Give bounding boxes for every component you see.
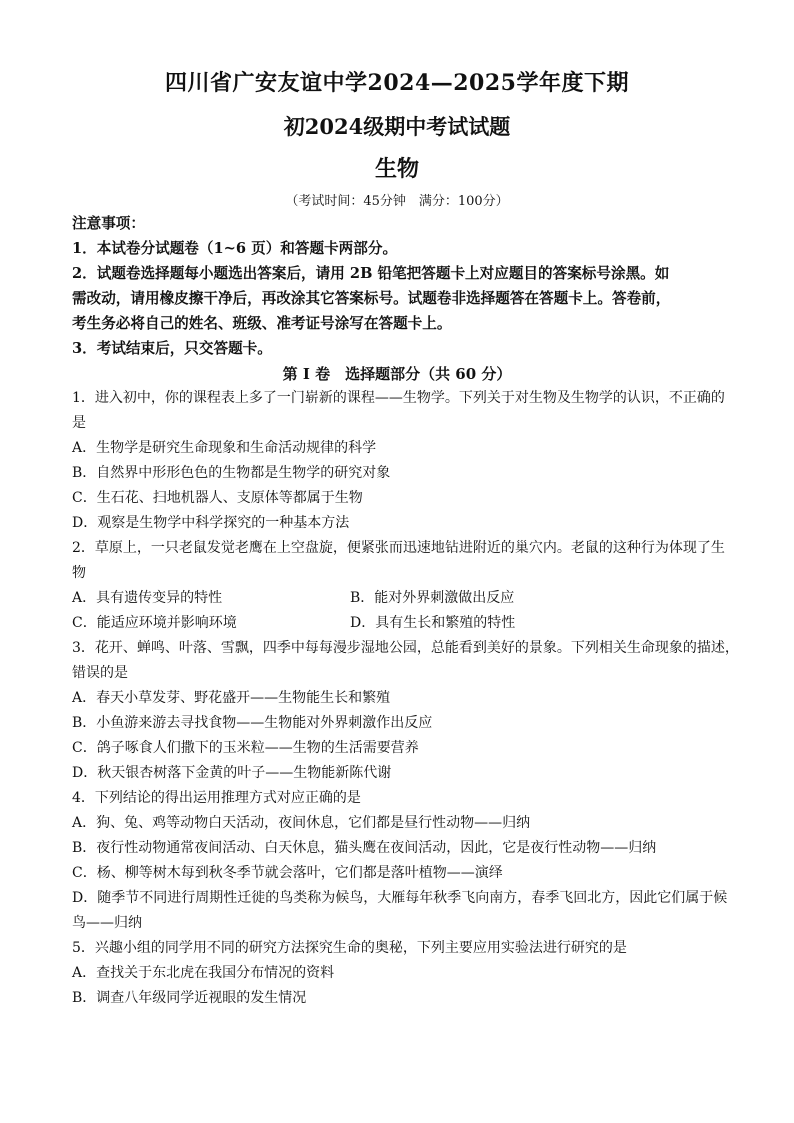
option-a: A．生物学是研究生命现象和生命活动规律的科学	[72, 440, 377, 456]
option-d: D．具有生长和繁殖的特性	[350, 615, 516, 631]
option-d-cont: 鸟——归纳	[72, 915, 142, 931]
option-b: B．自然界中形形色色的生物都是生物学的研究对象	[72, 465, 391, 481]
question-stem: 物	[72, 565, 86, 581]
option-a: A．狗、兔、鸡等动物白天活动，夜间休息，它们都是昼行性动物——归纳	[72, 815, 531, 831]
question-stem: 4．下列结论的得出运用推理方式对应正确的是	[72, 790, 361, 806]
note-item: 2．试题卷选择题每小题选出答案后，请用 2B 铅笔把答题卡上对应题目的答案标号涂黑。如	[72, 265, 670, 282]
question-stem: 错误的是	[72, 665, 128, 681]
question-stem: 5．兴趣小组的同学用不同的研究方法探究生命的奥秘，下列主要应用实验法进行研究的是	[72, 940, 627, 956]
option-d: D．秋天银杏树落下金黄的叶子——生物能新陈代谢	[72, 765, 392, 781]
section-title: 第 I 卷 选择题部分（共 60 分）	[282, 365, 512, 383]
exam-title: 四川省广安友谊中学2024—2025学年度下期	[165, 70, 629, 96]
option-a: A．春天小草发芽、野花盛开——生物能生长和繁殖	[72, 690, 391, 706]
question-stem: 3．花开、蝉鸣、叶落、雪飘，四季中每每漫步湿地公园，总能看到美好的景象。下列相关生命现象的描述，	[72, 640, 739, 656]
note-item: 1．本试卷分试题卷（1~6 页）和答题卡两部分。	[72, 240, 398, 257]
option-d: D．随季节不同进行周期性迁徙的鸟类称为候鸟，大雁每年秋季飞向南方，春季飞回北方，因此它们属于候	[72, 890, 728, 906]
option-c: C．生石花、扫地机器人、支原体等都属于生物	[72, 490, 363, 506]
option-c: C．鸽子啄食人们撒下的玉米粒——生物的生活需要营养	[72, 740, 419, 756]
option-c: C．能适应环境并影响环境	[72, 615, 237, 631]
notes-heading: 注意事项：	[72, 215, 145, 232]
option-d: D．观察是生物学中科学探究的一种基本方法	[72, 515, 350, 531]
exam-info: （考试时间：45分钟 满分：100分）	[285, 194, 509, 209]
note-item: 考生务必将自己的姓名、班级、准考证号涂写在答题卡上。	[72, 315, 452, 332]
subject-title: 生物	[374, 156, 419, 182]
exam-subtitle: 初2024级期中考试试题	[283, 114, 511, 139]
option-b: B．夜行性动物通常夜间活动、白天休息，猫头鹰在夜间活动，因此，它是夜行性动物——归纳	[72, 840, 657, 856]
option-b: B．能对外界刺激做出反应	[350, 590, 515, 606]
question-stem: 1．进入初中，你的课程表上多了一门崭新的课程——生物学。下列关于对生物及生物学的认识，不正确的	[72, 390, 725, 406]
option-c: C．杨、柳等树木每到秋冬季节就会落叶，它们都是落叶植物——演绎	[72, 865, 503, 881]
note-item: 需改动，请用橡皮擦干净后，再改涂其它答案标号。试题卷非选择题答在答题卡上。答卷前，	[72, 290, 671, 307]
option-a: A．查找关于东北虎在我国分布情况的资料	[72, 965, 335, 981]
option-b: B．小鱼游来游去寻找食物——生物能对外界刺激作出反应	[72, 715, 433, 731]
note-item: 3．考试结束后，只交答题卡。	[72, 340, 272, 357]
option-a: A．具有遗传变异的特性	[72, 590, 223, 606]
option-b: B．调查八年级同学近视眼的发生情况	[72, 990, 307, 1006]
question-stem: 是	[72, 415, 86, 431]
question-stem: 2．草原上，一只老鼠发觉老鹰在上空盘旋，便紧张而迅速地钻进附近的巢穴内。老鼠的这种行为体现了生	[72, 540, 725, 556]
